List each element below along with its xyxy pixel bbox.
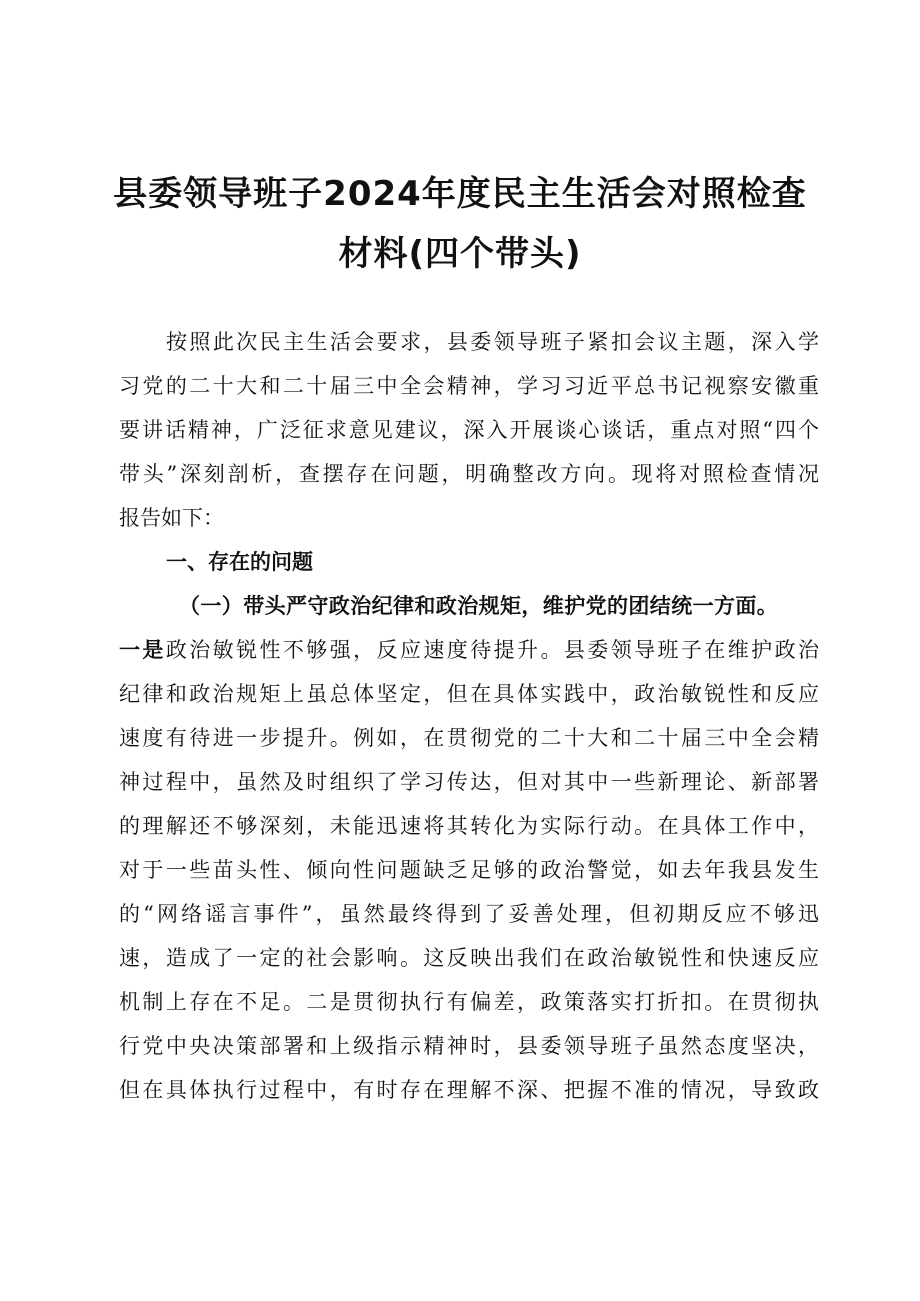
body-paragraph-line: 神过程中，虽然及时组织了学习传达，但对其中一些新理论、新部署 xyxy=(119,770,819,794)
intro-paragraph-line: 习党的二十大和二十届三中全会精神，学习习近平总书记视察安徽重 xyxy=(119,374,819,398)
body-paragraph-line: 机制上存在不足。二是贯彻执行有偏差，政策落实打折扣。在贯彻执 xyxy=(119,990,819,1014)
intro-paragraph-line: 带头”深刻剖析，查摆存在问题，明确整改方向。现将对照检查情况 xyxy=(119,462,819,486)
section-heading: 一、存在的问题 xyxy=(166,549,313,574)
body-paragraph-line: 的“网络谣言事件”，虽然最终得到了妥善处理，但初期反应不够迅 xyxy=(119,902,819,926)
document-title-line-1: 县委领导班子2024年度民主生活会对照检查 xyxy=(113,174,807,214)
subsection-heading: （一）带头严守政治纪律和政治规矩，维护党的团结统一方面。 xyxy=(179,593,779,618)
body-paragraph-line: 速度有待进一步提升。例如，在贯彻党的二十大和二十届三中全会精 xyxy=(119,726,819,750)
body-paragraph-line: 速，造成了一定的社会影响。这反映出我们在政治敏锐性和快速反应 xyxy=(119,946,819,970)
body-paragraph-line: 纪律和政治规矩上虽总体坚定，但在具体实践中，政治敏锐性和反应 xyxy=(119,682,819,706)
body-paragraph-line: 的理解还不够深刻，未能迅速将其转化为实际行动。在具体工作中， xyxy=(119,814,819,838)
body-paragraph-line: 对于一些苗头性、倾向性问题缺乏足够的政治警觉，如去年我县发生 xyxy=(119,858,819,882)
body-paragraph-line: 行党中央决策部署和上级指示精神时，县委领导班子虽然态度坚决， xyxy=(119,1034,819,1058)
body-lead-bold: 一是 xyxy=(119,637,166,662)
intro-paragraph-line: 按照此次民主生活会要求，县委领导班子紧扣会议主题，深入学 xyxy=(166,330,819,354)
intro-paragraph-line: 报告如下： xyxy=(119,506,224,530)
document-title-line-2: 材料(四个带头) xyxy=(338,234,582,274)
body-paragraph-line: 但在具体执行过程中，有时存在理解不深、把握不准的情况，导致政 xyxy=(119,1078,819,1102)
intro-paragraph-line: 要讲话精神，广泛征求意见建议，深入开展谈心谈话，重点对照“四个 xyxy=(119,418,819,442)
body-lead-text: 政治敏锐性不够强，反应速度待提升。县委领导班子在维护政治 xyxy=(165,638,819,662)
body-paragraph-line xyxy=(119,635,819,665)
